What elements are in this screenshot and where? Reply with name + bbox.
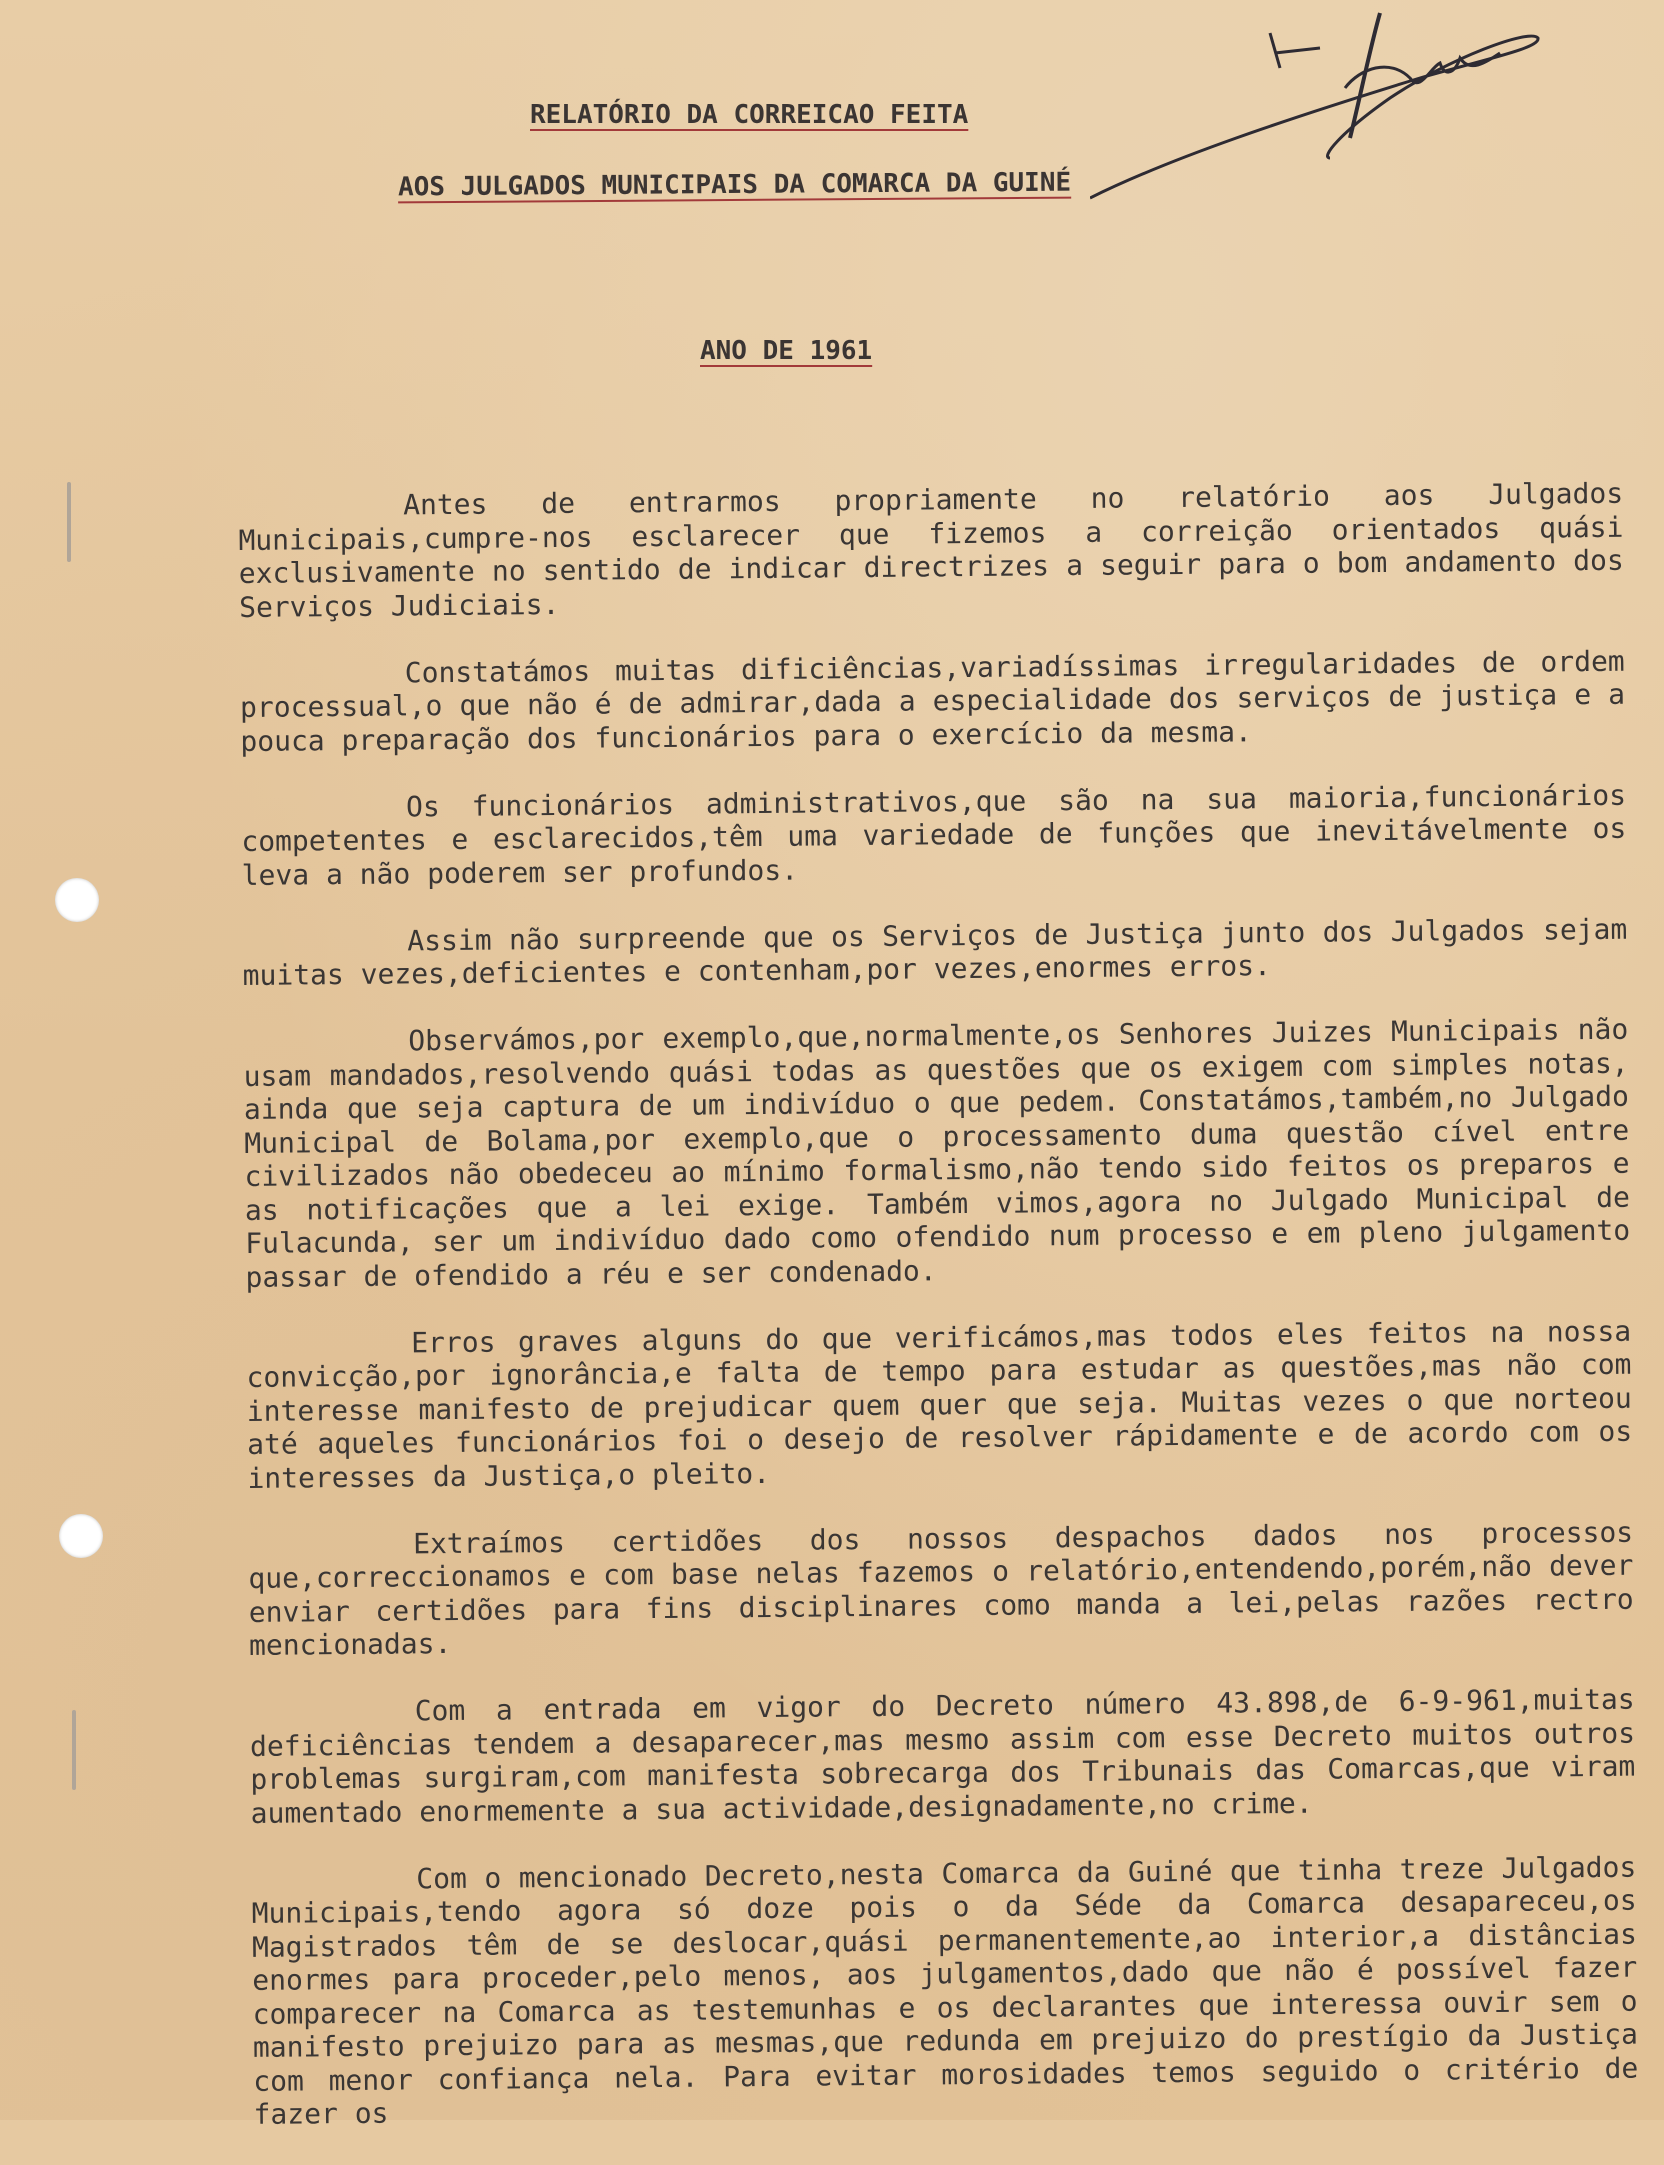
document-title-line-2: AOS JULGADOS MUNICIPAIS DA COMARCA DA GUINÉ	[397, 167, 1072, 203]
paragraph-1: Antes de entrarmos propriamente no relatório aos Julgados Municipais,cumpre-nos esclarecer que fizemos a correição orientados quási exclusivamente no sentido de indicar directrizes a seguir para o bom andamento dos Serviços Judiciais.	[238, 476, 1624, 624]
binder-hole-bottom	[59, 1514, 103, 1558]
document-title-line-1: RELATÓRIO DA CORREICAO FEITA	[530, 100, 969, 130]
paragraph-7: Extraímos certidões dos nossos despachos dados nos processos que,correccionamos e com base nelas fazemos o relatório,entendendo,porém,não dever enviar certidões para fins disciplinares como manda a lei,pelas razões rectro mencionadas.	[248, 1515, 1634, 1662]
paragraph-2: Constatámos muitas dificiências,variadíssimas irregularidades de ordem processual,o que não é de admirar,dada a especialidade dos serviços de justiça e a pouca preparação dos funcionários para o exercício da mesma.	[239, 644, 1626, 758]
paragraph-8: Com a entrada em vigor do Decreto número 43.898,de 6-9-961,muitas deficiências tendem a desaparecer,mas mesmo assim com esse Decreto muitos outros problemas surgiram,com manifesta sobrecarga dos Tribunais das Comarcas,que viram aumentado enormemente a sua actividade,designadamente,no crime.	[249, 1682, 1636, 1830]
year-heading: ANO DE 1961	[700, 336, 873, 366]
paragraph-3: Os funcionários administrativos,que são na sua maioria,funcionários competentes e esclarecidos,têm uma variedade de funções que inevitávelmente os leva a não poderem ser profundos.	[241, 778, 1627, 892]
paragraph-9: Com o mencionado Decreto,nesta Comarca da Guiné que tinha treze Julgados Municipais,tendo agora só doze pois o da Séde da Comarca desapareceu,os Magistrados têm de se deslocar,quási permanentemente,ao interior,a distâncias enormes para proceder,pelo menos, aos julgamentos,dado que não é possível fazer comparecer na Comarca as testemunhas e os declarantes que interessa ouvir sem o manifesto prejuizo para as mesmas,que redunda em prejuizo do prestígio da Justiça com menor confiança nela. Para evitar morosidades temos seguido o critério de fazer os	[251, 1850, 1639, 2131]
handwritten-signature	[1090, 8, 1550, 208]
staple-mark-top	[67, 482, 71, 562]
document-body	[238, 477, 1639, 2165]
staple-mark-bottom	[72, 1710, 76, 1790]
paragraph-6: Erros graves alguns do que verificámos,mas todos eles feitos na nossa convicção,por ignorância,e falta de tempo para estudar as questões,mas não com interesse manifesto de prejudicar quem quer que seja. Muitas vezes o que norteou até aqueles funcionários foi o desejo de resolver rápidamente e de acordo com os interesses da Justiça,o pleito.	[246, 1314, 1633, 1495]
paragraph-4: Assim não surpreende que os Serviços de Justiça junto dos Julgados sejam muitas vezes,deficientes e contenham,por vezes,enormes erros.	[242, 912, 1628, 992]
binder-hole-top	[55, 878, 99, 922]
paragraph-5: Observámos,por exemplo,que,normalmente,os Senhores Juizes Municipais não usam mandados,resolvendo quási todas as questões que os exigem com simples notas, ainda que seja captura de um indivíduo o que pedem. Constatámos,também,no Julgado Municipal de Bolama,por exemplo,que o processamento duma questão cível entre civilizados não obedeceu ao mínimo formalismo,não tendo sido feitos os preparos e as notificações que a lei exige. Também vimos,agora no Julgado Municipal de Fulacunda, ser um indivíduo dado como ofendido num processo e em pleno julgamento passar de ofendido a réu e ser condenado.	[243, 1012, 1631, 1294]
